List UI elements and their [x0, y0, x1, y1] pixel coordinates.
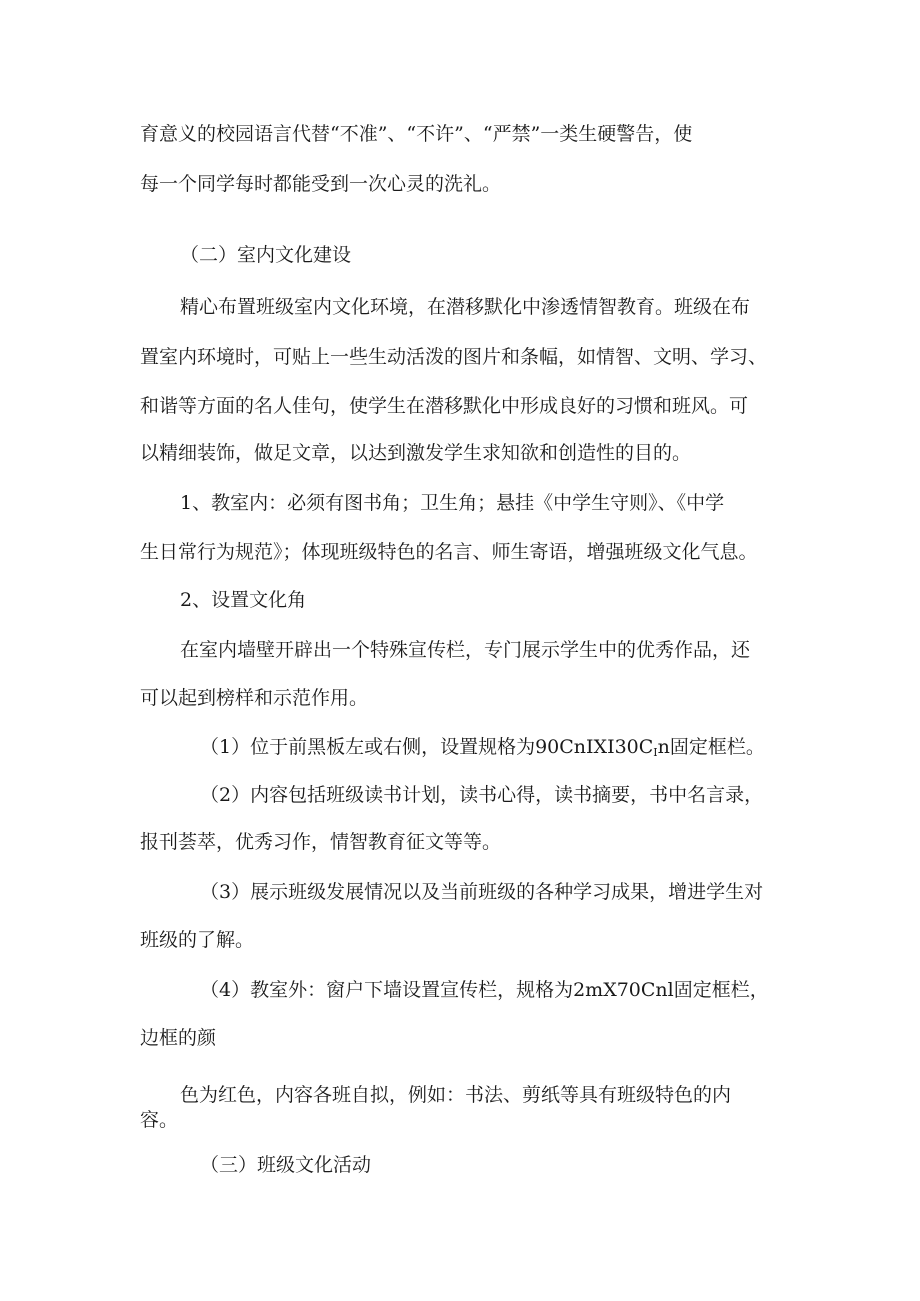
list-item-line: 报刊荟萃，优秀习作，情智教育征文等等。 [140, 831, 502, 853]
list-item-line: （3）展示班级发展情况以及当前班级的各种学习成果，增进学生对 [200, 881, 764, 903]
section-heading: （三）班级文化活动 [200, 1154, 372, 1176]
paragraph-line: 育意义的校园语言代替“不准”、“不许”、“严禁”一类生硬警告，使 [140, 123, 693, 145]
list-item-line [200, 735, 765, 765]
list-item-line: 班级的了解。 [140, 929, 255, 951]
list-item-line: （2）内容包括班级读书计划，读书心得，读书摘要，书中名言录， [200, 784, 764, 806]
list-item-line: 1、教室内：必须有图书角；卫生角；悬挂《中学生守则》、《中学 [180, 492, 725, 514]
list-item-line: （4）教室外：窗户下墙设置宣传栏，规格为2mX70Cnl固定框栏， [200, 979, 769, 1001]
paragraph-line: 每一个同学每时都能受到一次心灵的洗礼。 [140, 173, 502, 195]
paragraph-line: 以精细装饰，做足文章，以达到激发学生求知欲和创造性的目的。 [140, 442, 692, 464]
text-run: n固定框栏。 [657, 736, 765, 758]
subscript-text: I [653, 746, 658, 759]
paragraph-line: 可以起到榜样和示范作用。 [140, 687, 369, 709]
paragraph-line: 置室内环境时，可贴上一些生动活泼的图片和条幅，如情智、文明、学习、 [140, 346, 768, 368]
paragraph-line: 在室内墙壁开辟出一个特殊宣传栏，专门展示学生中的优秀作品，还 [180, 639, 751, 661]
section-heading: （二）室内文化建设 [180, 244, 352, 266]
list-item-line: 2、设置文化角 [180, 589, 307, 611]
paragraph-line: 精心布置班级室内文化环境，在潜移默化中渗透情智教育。班级在布 [180, 296, 751, 318]
paragraph-line: 和谐等方面的名人佳句，使学生在潜移默化中形成良好的习惯和班风。可 [140, 395, 749, 417]
text-run: （1）位于前黑板左或右侧，设置规格为90CnIXI30C [200, 736, 654, 758]
list-item-line: 生日常行为规范》；体现班级特色的名言、师生寄语，增强班级文化气息。 [140, 541, 758, 563]
list-item-line: 边框的颜 [140, 1027, 217, 1049]
paragraph-line: 色为红色，内容各班自拟，例如：书法、剪纸等具有班级特色的内 [180, 1084, 732, 1106]
paragraph-line: 容。 [140, 1109, 179, 1131]
